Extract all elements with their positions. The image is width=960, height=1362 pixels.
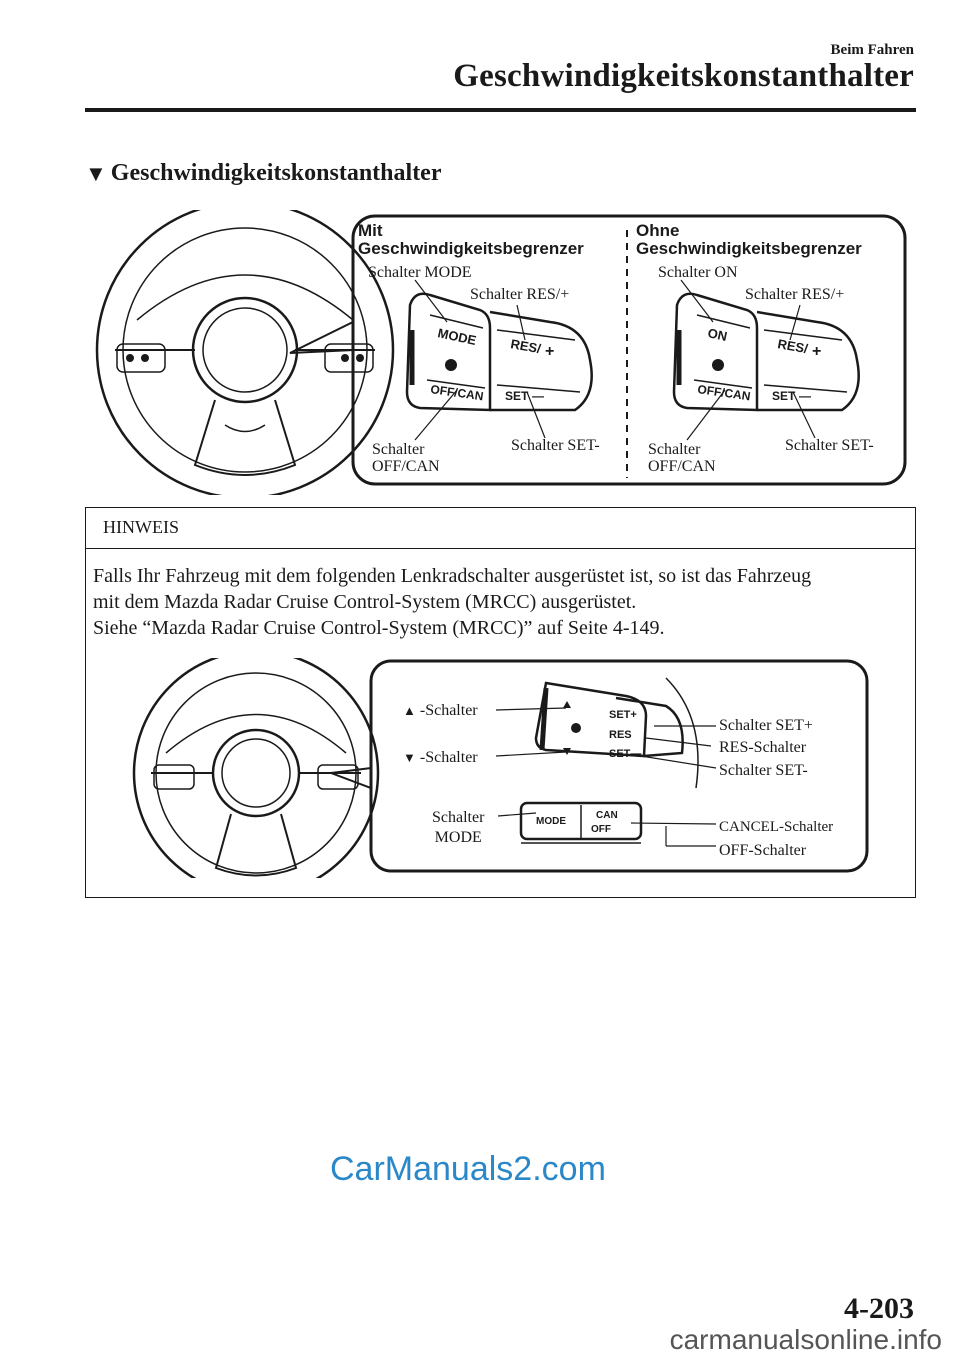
minus-legend-2: —: [799, 389, 811, 403]
mode-switch-label: Schalter MODE: [432, 809, 485, 846]
up-triangle-icon: ▲: [403, 703, 416, 718]
label-res-switch: Schalter RES/+: [470, 286, 570, 303]
res-label: RES-Schalter: [719, 739, 807, 756]
set-button-legend: SET: [505, 389, 529, 403]
up-arrow-icon: [563, 701, 571, 708]
down-triangle-icon: ▼: [403, 750, 416, 765]
triangle-marker-icon: ▼: [85, 160, 107, 186]
up-switch-label: ▲ -Schalter: [403, 702, 478, 719]
set-plus-legend: SET+: [609, 709, 637, 721]
can-legend: CAN: [596, 810, 618, 821]
distance-icon: [571, 723, 581, 733]
cancel-label: CANCEL-Schalter: [719, 819, 834, 835]
set-minus-label: Schalter SET-: [719, 762, 808, 779]
header-rule: [85, 108, 916, 112]
note-title: HINWEIS: [103, 517, 179, 537]
offcan-button-legend: OFF/CAN: [429, 382, 485, 404]
down-switch-label: ▼ -Schalter: [403, 749, 478, 766]
mode-legend: MODE: [536, 816, 566, 827]
off-label: OFF-Schalter: [719, 842, 807, 859]
label-res-switch-2: Schalter RES/+: [745, 286, 845, 303]
set-minus-legend: SET—: [609, 748, 642, 760]
page-number: 4-203: [844, 1292, 914, 1325]
label-set-switch: Schalter SET-: [511, 437, 600, 454]
set-plus-label: Schalter SET+: [719, 717, 813, 734]
res-legend: RES: [609, 729, 632, 741]
plus-legend-2: +: [812, 343, 822, 360]
section-title: Geschwindigkeitskonstanthalter: [453, 58, 914, 94]
offcan-button-legend-2: OFF/CAN: [696, 382, 752, 404]
minus-legend: —: [532, 389, 544, 403]
note-box: [85, 507, 916, 898]
note-header: [86, 508, 915, 549]
label-on-switch: Schalter ON: [658, 264, 738, 281]
subsection-title: Geschwindigkeitskonstanthalter: [110, 160, 442, 186]
plus-legend: +: [545, 343, 555, 360]
label-set-switch-2: Schalter SET-: [785, 437, 874, 454]
label-mode-switch: Schalter MODE: [368, 264, 472, 281]
group-without-limiter: Ohne Geschwindigkeitsbegrenzer: [636, 221, 862, 258]
watermark-center: CarManuals2.com: [330, 1150, 606, 1188]
res-button-legend-2: RES/: [776, 336, 809, 357]
group-with-limiter: Mit Geschwindigkeitsbegrenzer: [358, 221, 584, 258]
off-legend: OFF: [591, 824, 611, 835]
cruise-icon: [445, 359, 457, 371]
cruise-icon-2: [712, 359, 724, 371]
label-offcan-switch: Schalter OFF/CAN: [372, 441, 440, 475]
mode-button-legend: MODE: [436, 325, 478, 349]
on-button-legend: ON: [706, 325, 729, 344]
subsection-heading: [85, 160, 441, 187]
label-offcan-switch-2: Schalter OFF/CAN: [648, 441, 716, 475]
res-button-legend: RES/: [509, 336, 542, 357]
set-button-legend-2: SET: [772, 389, 796, 403]
chapter-title: Beim Fahren: [830, 42, 914, 58]
note-text: Falls Ihr Fahrzeug mit dem folgenden Lenkradschalter ausgerüstet ist, so ist das Fahrzeug mit dem Mazda Radar Cruise Control-System (MRCC) ausgerüstet. Siehe “Mazda Radar Cruise Control-System (MRCC)” auf Seite 4-149.: [93, 565, 812, 639]
watermark-corner: carmanualsonline.info: [669, 1324, 942, 1355]
wheel-rim: [97, 210, 393, 495]
